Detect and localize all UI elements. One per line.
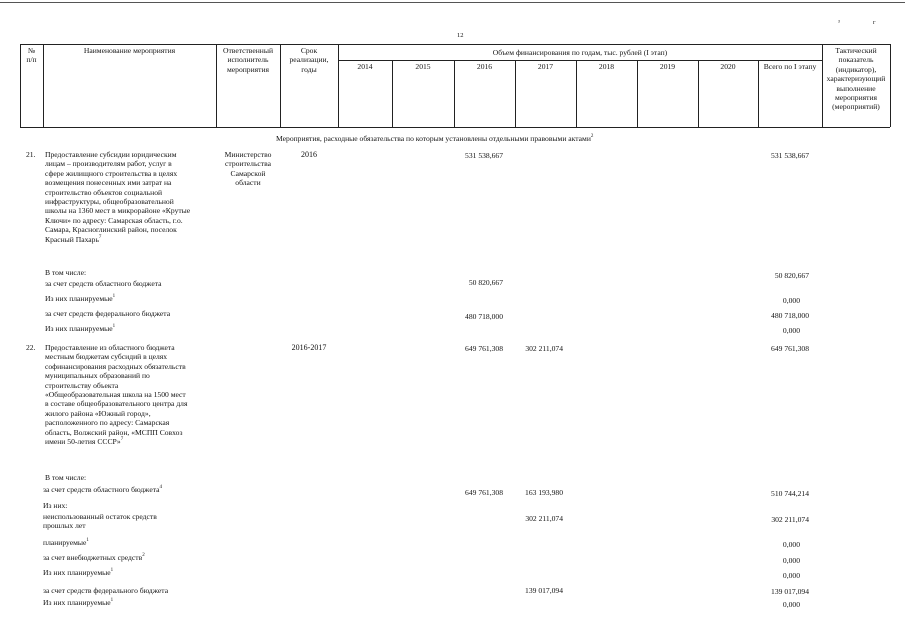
row-label: Из них планируемые$^1$ [45, 294, 116, 303]
header-year-2018: 2018 [598, 62, 615, 71]
row-value-2016: 50 820,667 [468, 278, 503, 287]
row-label: за счет средств областного бюджета$^4$ [43, 485, 162, 494]
section-title-text: Мероприятия, расходные обязательства по которым установлены отдельными правовыми актами [276, 134, 591, 143]
item-term: 2016 [301, 150, 317, 159]
row-label: за счет средств федерального бюджета [45, 309, 171, 318]
section-title-sup: 2 [590, 134, 594, 139]
row-value-2016: 649 761,308 [465, 488, 503, 497]
item-value-total: 649 761,308 [771, 344, 809, 353]
item-no: 21. [26, 150, 36, 159]
header-year-2014: 2014 [357, 62, 373, 71]
header-year-2015: 2015 [415, 62, 431, 71]
item-term: 2016-2017 [291, 343, 327, 352]
item-value-2016: 649 761,308 [465, 344, 503, 353]
row-value-total: 0,000 [782, 296, 800, 305]
row-label: Из них планируемые$^1$ [43, 598, 114, 607]
row-label: планируемые$^1$ [43, 538, 89, 547]
row-value-total: 510 744,214 [771, 489, 809, 498]
item-name-text: Предоставление из областного бюджета местным бюджетам субсидий в целях софинансирования расходных обязательств муниципальных образований по строительству объекта «Общеобразовательная школа на 1500 мест в составе общеобразовательного центра для жилого района «Южный город», расположенного по адресу: Самарская область, Волжский район, «МСПП Совхоз имени 50-летия СССР» [45, 343, 188, 447]
header-col-executor: Ответственный исполнитель мероприятия [222, 46, 274, 74]
header-year-2017: 2017 [537, 62, 554, 71]
row-value-total: 480 718,000 [771, 311, 809, 320]
header-col-name: Наименование мероприятия [83, 46, 176, 55]
item-value-2016: 531 538,667 [465, 151, 503, 160]
scan-top-border [0, 2, 905, 3]
row-value-total: 0,000 [782, 600, 800, 609]
row-value-2017: 302 211,074 [525, 514, 563, 523]
item-executor: Министерство строительства Самарской области [224, 150, 272, 188]
header-year-2016: 2016 [476, 62, 493, 71]
row-label: за счет внебюджетных средств$^2$ [43, 553, 145, 562]
row-label: В том числе: [45, 268, 87, 277]
row-label: Из них: [43, 501, 68, 510]
row-label: неиспользованный остаток средств прошлых лет [43, 512, 157, 531]
row-value-total: 50 820,667 [774, 271, 809, 280]
header-year-2019: 2019 [659, 62, 676, 71]
section-title [276, 134, 593, 143]
row-label: Из них планируемые$^1$ [45, 324, 116, 333]
header-col-indicator: Тактический показатель (индикатор), характеризующий выполнение мероприятия (мероприятий) [826, 46, 886, 112]
header-col-funding: Объем финансирования по годам, тыс. рублей (I этап) [492, 48, 668, 57]
item-name [45, 150, 190, 244]
header-col-term: Срок реализации, годы [289, 46, 329, 74]
item-no: 22. [26, 343, 36, 352]
item-value-2017: 302 211,074 [525, 344, 563, 353]
row-value-total: 0,000 [782, 540, 800, 549]
row-value-2016: 480 718,000 [465, 312, 503, 321]
row-label: Из них планируемые$^1$ [43, 568, 114, 577]
header-col-no: № п/п [26, 46, 37, 65]
corner-mark-2: г [873, 20, 876, 26]
row-label: В том числе: [45, 473, 87, 482]
corner-mark-1: ³ [838, 20, 840, 26]
page-number: 12 [457, 32, 464, 39]
row-label: за счет средств федерального бюджета [43, 586, 169, 595]
item-value-total: 531 538,667 [771, 151, 809, 160]
row-label: за счет средств областного бюджета [45, 279, 162, 288]
row-value-total: 0,000 [782, 556, 800, 565]
header-year-2020: 2020 [720, 62, 736, 71]
item-name [45, 343, 187, 446]
item-name-text: Предоставление субсидии юридическим лицам – производителям работ, услуг в сфере жилищного строительства в целях возмещения понесенных ими затрат на строительство объектов социальной инфраструктуры, общеобразовательной школы на 1360 мест в микрорайоне «Крутые Ключи» по адресу: Самарская область, г.о. Самара, Красноглинский район, поселок Красный Пахарь [45, 150, 191, 244]
row-value-total: 0,000 [782, 571, 800, 580]
row-value-2017: 139 017,094 [525, 586, 563, 595]
row-value-total: 0,000 [782, 326, 800, 335]
item-name-sup: 7 [98, 234, 102, 240]
item-name-sup: 7 [120, 437, 124, 443]
header-col-total: Всего по I этапу [763, 62, 817, 71]
row-value-total: 139 017,094 [771, 587, 809, 596]
row-value-2017: 163 193,980 [525, 488, 563, 497]
row-value-total: 302 211,074 [771, 515, 809, 524]
